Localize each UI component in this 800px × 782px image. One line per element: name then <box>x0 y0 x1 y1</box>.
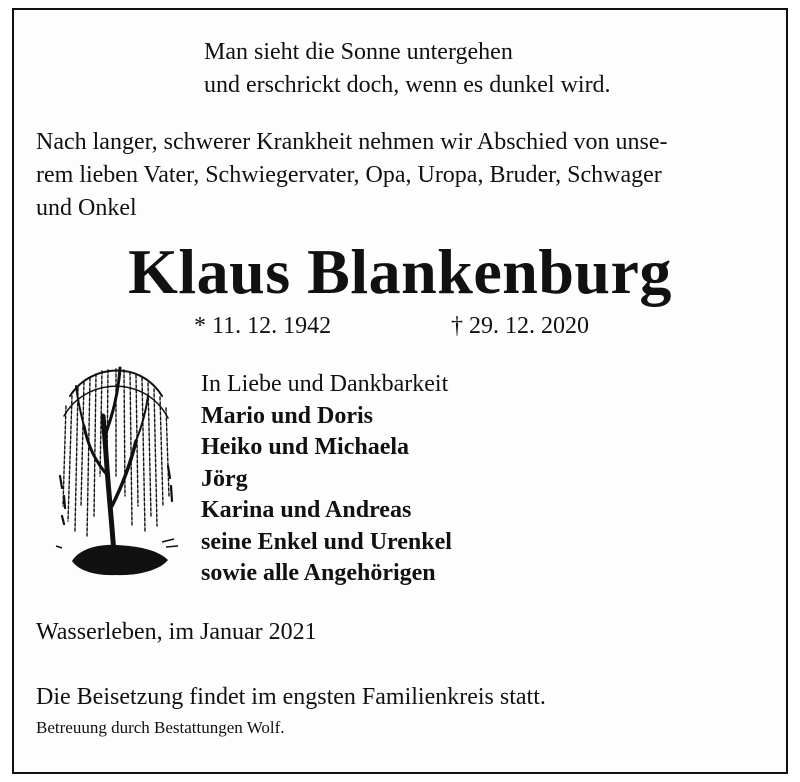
weeping-willow-tree-icon <box>50 356 180 578</box>
birth-date: * 11. 12. 1942 <box>194 313 332 339</box>
mourners-intro: In Liebe und Dankbarkeit <box>201 371 449 397</box>
mourner-name: sowie alle Angehörigen <box>201 560 436 586</box>
motto-line: Man sieht die Sonne untergehen <box>204 39 513 65</box>
burial-note: Die Beisetzung findet im engsten Familienkreis statt. <box>36 684 546 710</box>
deceased-name: Klaus Blankenburg <box>128 236 672 307</box>
death-date: † 29. 12. 2020 <box>451 313 589 339</box>
mourners-list <box>201 369 452 590</box>
farewell-intro <box>36 126 772 225</box>
intro-line: rem lieben Vater, Schwiegervater, Opa, Uropa, Bruder, Schwager <box>36 162 662 188</box>
intro-line: und Onkel <box>36 195 137 221</box>
undertaker-credit: Betreuung durch Bestattungen Wolf. <box>36 718 285 737</box>
mourner-name: seine Enkel und Urenkel <box>201 528 452 555</box>
mourner-name: Mario und Doris <box>201 402 374 429</box>
obituary-notice <box>12 8 788 774</box>
intro-line: Nach langer, schwerer Krankheit nehmen wir Abschied von unse- <box>36 129 668 155</box>
motto-quote <box>204 36 611 102</box>
mourner-name: Heiko und Michaela <box>201 434 410 460</box>
motto-line: und erschrickt doch, wenn es dunkel wird. <box>204 72 611 98</box>
place-and-date: Wasserleben, im Januar 2021 <box>36 619 317 645</box>
mourner-name: Karina und Andreas <box>201 497 412 523</box>
mourner-name: Jörg <box>201 465 248 492</box>
